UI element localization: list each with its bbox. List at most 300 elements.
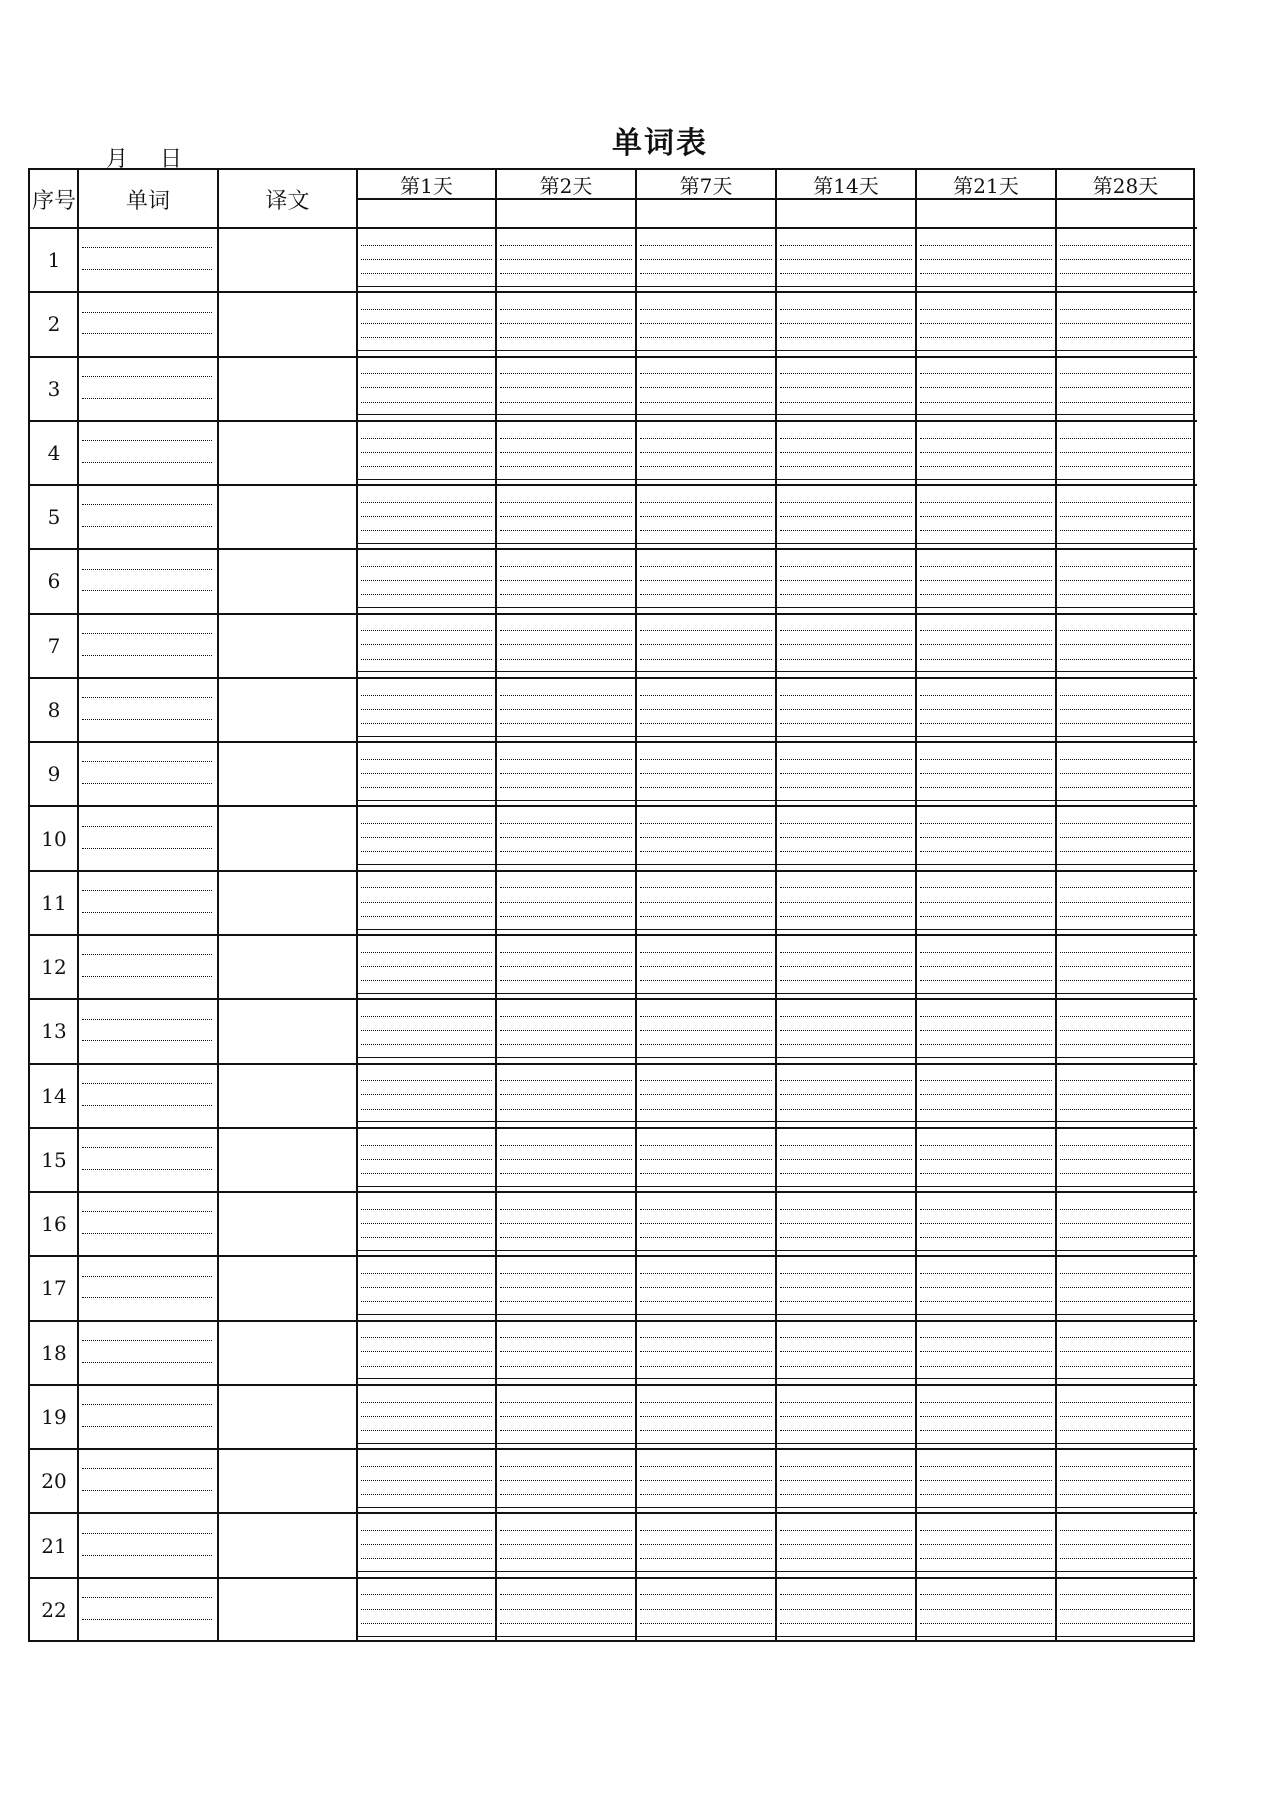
review-writing-line[interactable] — [640, 580, 772, 581]
review-writing-line[interactable] — [920, 530, 1052, 531]
review-writing-line[interactable] — [361, 502, 492, 503]
review-writing-line[interactable] — [920, 1416, 1052, 1417]
review-writing-line[interactable] — [920, 644, 1052, 645]
review-writing-line[interactable] — [780, 1480, 912, 1481]
review-writing-line[interactable] — [780, 1094, 912, 1095]
review-writing-line[interactable] — [1060, 309, 1191, 310]
review-writing-line[interactable] — [500, 659, 632, 660]
review-writing-line[interactable] — [780, 373, 912, 374]
word-writing-line[interactable] — [82, 1619, 212, 1620]
review-writing-line[interactable] — [361, 1466, 492, 1467]
review-writing-line[interactable] — [361, 1430, 492, 1431]
review-writing-line[interactable] — [361, 823, 492, 824]
review-writing-line[interactable] — [361, 259, 492, 260]
review-writing-line[interactable] — [361, 1480, 492, 1481]
review-writing-line[interactable] — [920, 1466, 1052, 1467]
review-writing-line[interactable] — [361, 952, 492, 953]
review-writing-line[interactable] — [780, 452, 912, 453]
review-writing-line[interactable] — [361, 1273, 492, 1274]
review-writing-line[interactable] — [500, 323, 632, 324]
review-writing-line[interactable] — [640, 438, 772, 439]
word-writing-line[interactable] — [82, 1105, 212, 1106]
review-writing-line[interactable] — [780, 759, 912, 760]
review-writing-line[interactable] — [500, 837, 632, 838]
review-writing-line[interactable] — [780, 402, 912, 403]
review-writing-line[interactable] — [920, 1145, 1052, 1146]
word-writing-line[interactable] — [82, 1468, 212, 1469]
review-writing-line[interactable] — [1060, 1594, 1191, 1595]
review-writing-line[interactable] — [361, 773, 492, 774]
review-writing-line[interactable] — [920, 323, 1052, 324]
review-writing-line[interactable] — [1060, 1287, 1191, 1288]
review-writing-line[interactable] — [780, 245, 912, 246]
review-writing-line[interactable] — [920, 438, 1052, 439]
review-writing-line[interactable] — [500, 1402, 632, 1403]
review-writing-line[interactable] — [500, 1109, 632, 1110]
review-writing-line[interactable] — [920, 1430, 1052, 1431]
review-writing-line[interactable] — [920, 1494, 1052, 1495]
review-writing-line[interactable] — [500, 594, 632, 595]
review-writing-line[interactable] — [500, 1494, 632, 1495]
review-writing-line[interactable] — [1060, 1609, 1191, 1610]
review-writing-line[interactable] — [361, 1016, 492, 1017]
review-writing-line[interactable] — [361, 709, 492, 710]
review-writing-line[interactable] — [920, 337, 1052, 338]
review-writing-line[interactable] — [361, 273, 492, 274]
review-writing-line[interactable] — [361, 851, 492, 852]
review-writing-line[interactable] — [1060, 566, 1191, 567]
review-writing-line[interactable] — [500, 1223, 632, 1224]
review-writing-line[interactable] — [780, 787, 912, 788]
review-writing-line[interactable] — [640, 452, 772, 453]
review-writing-line[interactable] — [361, 1080, 492, 1081]
review-writing-line[interactable] — [920, 259, 1052, 260]
review-writing-line[interactable] — [640, 1173, 772, 1174]
review-writing-line[interactable] — [640, 630, 772, 631]
review-writing-line[interactable] — [1060, 787, 1191, 788]
word-writing-line[interactable] — [82, 1490, 212, 1491]
review-writing-line[interactable] — [500, 823, 632, 824]
review-writing-line[interactable] — [920, 1044, 1052, 1045]
review-writing-line[interactable] — [361, 1402, 492, 1403]
review-writing-line[interactable] — [361, 644, 492, 645]
review-writing-line[interactable] — [1060, 466, 1191, 467]
review-writing-line[interactable] — [361, 1351, 492, 1352]
review-writing-line[interactable] — [920, 1402, 1052, 1403]
review-writing-line[interactable] — [500, 1016, 632, 1017]
review-writing-line[interactable] — [500, 644, 632, 645]
review-writing-line[interactable] — [361, 1209, 492, 1210]
review-writing-line[interactable] — [920, 566, 1052, 567]
review-writing-line[interactable] — [780, 916, 912, 917]
review-writing-line[interactable] — [1060, 530, 1191, 531]
review-writing-line[interactable] — [640, 1337, 772, 1338]
review-writing-line[interactable] — [500, 516, 632, 517]
review-writing-line[interactable] — [640, 1366, 772, 1367]
review-writing-line[interactable] — [1060, 1430, 1191, 1431]
review-writing-line[interactable] — [780, 1416, 912, 1417]
review-writing-line[interactable] — [500, 1416, 632, 1417]
review-writing-line[interactable] — [1060, 259, 1191, 260]
review-writing-line[interactable] — [780, 1237, 912, 1238]
review-writing-line[interactable] — [920, 245, 1052, 246]
review-writing-line[interactable] — [780, 1044, 912, 1045]
word-writing-line[interactable] — [82, 1019, 212, 1020]
review-writing-line[interactable] — [1060, 759, 1191, 760]
review-writing-line[interactable] — [640, 1416, 772, 1417]
review-writing-line[interactable] — [1060, 902, 1191, 903]
review-writing-line[interactable] — [920, 502, 1052, 503]
review-writing-line[interactable] — [1060, 709, 1191, 710]
review-writing-line[interactable] — [1060, 1480, 1191, 1481]
review-writing-line[interactable] — [500, 723, 632, 724]
review-writing-line[interactable] — [920, 1623, 1052, 1624]
review-writing-line[interactable] — [361, 1623, 492, 1624]
review-writing-line[interactable] — [361, 1366, 492, 1367]
review-writing-line[interactable] — [920, 1159, 1052, 1160]
review-writing-line[interactable] — [780, 1430, 912, 1431]
review-writing-line[interactable] — [1060, 1094, 1191, 1095]
review-writing-line[interactable] — [920, 823, 1052, 824]
review-writing-line[interactable] — [1060, 773, 1191, 774]
word-writing-line[interactable] — [82, 590, 212, 591]
review-writing-line[interactable] — [780, 980, 912, 981]
review-writing-line[interactable] — [361, 580, 492, 581]
review-writing-line[interactable] — [1060, 887, 1191, 888]
review-writing-line[interactable] — [780, 1544, 912, 1545]
review-writing-line[interactable] — [640, 1544, 772, 1545]
review-writing-line[interactable] — [500, 1273, 632, 1274]
review-writing-line[interactable] — [500, 309, 632, 310]
review-writing-line[interactable] — [1060, 516, 1191, 517]
review-writing-line[interactable] — [640, 594, 772, 595]
review-writing-line[interactable] — [361, 1416, 492, 1417]
review-writing-line[interactable] — [361, 1301, 492, 1302]
review-writing-line[interactable] — [780, 1173, 912, 1174]
review-writing-line[interactable] — [920, 916, 1052, 917]
review-writing-line[interactable] — [1060, 337, 1191, 338]
review-writing-line[interactable] — [640, 644, 772, 645]
review-writing-line[interactable] — [640, 273, 772, 274]
word-writing-line[interactable] — [82, 1597, 212, 1598]
review-writing-line[interactable] — [780, 1030, 912, 1031]
review-writing-line[interactable] — [500, 1430, 632, 1431]
review-writing-line[interactable] — [500, 759, 632, 760]
review-writing-line[interactable] — [1060, 1109, 1191, 1110]
review-writing-line[interactable] — [1060, 580, 1191, 581]
word-writing-line[interactable] — [82, 504, 212, 505]
review-writing-line[interactable] — [640, 723, 772, 724]
review-writing-line[interactable] — [640, 1558, 772, 1559]
review-writing-line[interactable] — [640, 1287, 772, 1288]
review-writing-line[interactable] — [640, 402, 772, 403]
word-writing-line[interactable] — [82, 719, 212, 720]
review-writing-line[interactable] — [1060, 1530, 1191, 1531]
review-writing-line[interactable] — [780, 723, 912, 724]
review-writing-line[interactable] — [1060, 1494, 1191, 1495]
review-writing-line[interactable] — [640, 659, 772, 660]
review-writing-line[interactable] — [780, 630, 912, 631]
review-writing-line[interactable] — [361, 1159, 492, 1160]
word-writing-line[interactable] — [82, 976, 212, 977]
review-writing-line[interactable] — [500, 1209, 632, 1210]
word-writing-line[interactable] — [82, 333, 212, 334]
review-writing-line[interactable] — [640, 1402, 772, 1403]
review-writing-line[interactable] — [500, 1337, 632, 1338]
review-writing-line[interactable] — [640, 966, 772, 967]
review-writing-line[interactable] — [1060, 273, 1191, 274]
review-writing-line[interactable] — [361, 966, 492, 967]
review-writing-line[interactable] — [780, 1145, 912, 1146]
word-writing-line[interactable] — [82, 1083, 212, 1084]
review-writing-line[interactable] — [780, 1209, 912, 1210]
review-writing-line[interactable] — [920, 594, 1052, 595]
review-writing-line[interactable] — [920, 1173, 1052, 1174]
word-writing-line[interactable] — [82, 761, 212, 762]
review-writing-line[interactable] — [361, 887, 492, 888]
review-writing-line[interactable] — [361, 1237, 492, 1238]
review-writing-line[interactable] — [920, 516, 1052, 517]
review-writing-line[interactable] — [640, 259, 772, 260]
review-writing-line[interactable] — [1060, 373, 1191, 374]
review-writing-line[interactable] — [920, 1209, 1052, 1210]
review-writing-line[interactable] — [920, 1351, 1052, 1352]
word-writing-line[interactable] — [82, 1169, 212, 1170]
review-writing-line[interactable] — [361, 245, 492, 246]
review-writing-line[interactable] — [500, 1080, 632, 1081]
review-writing-line[interactable] — [640, 1609, 772, 1610]
review-writing-line[interactable] — [780, 644, 912, 645]
review-writing-line[interactable] — [500, 966, 632, 967]
review-writing-line[interactable] — [361, 1030, 492, 1031]
review-writing-line[interactable] — [500, 1237, 632, 1238]
review-writing-line[interactable] — [1060, 952, 1191, 953]
review-writing-line[interactable] — [500, 373, 632, 374]
review-writing-line[interactable] — [920, 1609, 1052, 1610]
review-writing-line[interactable] — [500, 887, 632, 888]
review-writing-line[interactable] — [920, 851, 1052, 852]
review-writing-line[interactable] — [500, 566, 632, 567]
word-writing-line[interactable] — [82, 1276, 212, 1277]
review-writing-line[interactable] — [500, 1030, 632, 1031]
review-writing-line[interactable] — [780, 309, 912, 310]
review-writing-line[interactable] — [780, 1609, 912, 1610]
word-writing-line[interactable] — [82, 1297, 212, 1298]
review-writing-line[interactable] — [640, 566, 772, 567]
review-writing-line[interactable] — [500, 259, 632, 260]
review-writing-line[interactable] — [920, 373, 1052, 374]
review-writing-line[interactable] — [361, 337, 492, 338]
review-writing-line[interactable] — [920, 1223, 1052, 1224]
review-writing-line[interactable] — [1060, 980, 1191, 981]
word-writing-line[interactable] — [82, 890, 212, 891]
word-writing-line[interactable] — [82, 1233, 212, 1234]
review-writing-line[interactable] — [920, 387, 1052, 388]
review-writing-line[interactable] — [780, 337, 912, 338]
review-writing-line[interactable] — [1060, 823, 1191, 824]
review-writing-line[interactable] — [780, 387, 912, 388]
review-writing-line[interactable] — [500, 952, 632, 953]
review-writing-line[interactable] — [920, 630, 1052, 631]
review-writing-line[interactable] — [780, 695, 912, 696]
review-writing-line[interactable] — [920, 1287, 1052, 1288]
word-writing-line[interactable] — [82, 398, 212, 399]
review-writing-line[interactable] — [920, 452, 1052, 453]
review-writing-line[interactable] — [1060, 695, 1191, 696]
review-writing-line[interactable] — [361, 1223, 492, 1224]
review-writing-line[interactable] — [500, 709, 632, 710]
review-writing-line[interactable] — [1060, 452, 1191, 453]
review-writing-line[interactable] — [500, 1366, 632, 1367]
review-writing-line[interactable] — [640, 516, 772, 517]
review-writing-line[interactable] — [500, 402, 632, 403]
review-writing-line[interactable] — [920, 1237, 1052, 1238]
review-writing-line[interactable] — [780, 887, 912, 888]
review-writing-line[interactable] — [1060, 1016, 1191, 1017]
review-writing-line[interactable] — [361, 1594, 492, 1595]
review-writing-line[interactable] — [920, 1094, 1052, 1095]
review-writing-line[interactable] — [500, 580, 632, 581]
review-writing-line[interactable] — [920, 1480, 1052, 1481]
review-writing-line[interactable] — [1060, 644, 1191, 645]
review-writing-line[interactable] — [500, 337, 632, 338]
review-writing-line[interactable] — [780, 1623, 912, 1624]
review-writing-line[interactable] — [500, 245, 632, 246]
review-writing-line[interactable] — [1060, 1558, 1191, 1559]
review-writing-line[interactable] — [780, 1159, 912, 1160]
review-writing-line[interactable] — [640, 1594, 772, 1595]
review-writing-line[interactable] — [640, 1209, 772, 1210]
review-writing-line[interactable] — [361, 438, 492, 439]
review-writing-line[interactable] — [1060, 851, 1191, 852]
review-writing-line[interactable] — [780, 1287, 912, 1288]
review-writing-line[interactable] — [780, 566, 912, 567]
review-writing-line[interactable] — [361, 373, 492, 374]
review-writing-line[interactable] — [361, 323, 492, 324]
review-writing-line[interactable] — [1060, 1301, 1191, 1302]
review-writing-line[interactable] — [780, 1109, 912, 1110]
review-writing-line[interactable] — [361, 902, 492, 903]
review-writing-line[interactable] — [500, 1287, 632, 1288]
word-writing-line[interactable] — [82, 312, 212, 313]
review-writing-line[interactable] — [361, 1287, 492, 1288]
review-writing-line[interactable] — [361, 1558, 492, 1559]
review-writing-line[interactable] — [920, 837, 1052, 838]
review-writing-line[interactable] — [640, 902, 772, 903]
review-writing-line[interactable] — [500, 530, 632, 531]
review-writing-line[interactable] — [780, 1558, 912, 1559]
review-writing-line[interactable] — [640, 1351, 772, 1352]
review-writing-line[interactable] — [920, 1080, 1052, 1081]
review-writing-line[interactable] — [361, 516, 492, 517]
review-writing-line[interactable] — [920, 1366, 1052, 1367]
review-writing-line[interactable] — [500, 452, 632, 453]
review-writing-line[interactable] — [780, 952, 912, 953]
review-writing-line[interactable] — [1060, 1030, 1191, 1031]
review-writing-line[interactable] — [500, 1301, 632, 1302]
review-writing-line[interactable] — [640, 1109, 772, 1110]
review-writing-line[interactable] — [920, 787, 1052, 788]
review-writing-line[interactable] — [1060, 723, 1191, 724]
review-writing-line[interactable] — [361, 1145, 492, 1146]
review-writing-line[interactable] — [500, 1351, 632, 1352]
review-writing-line[interactable] — [640, 709, 772, 710]
review-writing-line[interactable] — [1060, 1173, 1191, 1174]
review-writing-line[interactable] — [640, 245, 772, 246]
word-writing-line[interactable] — [82, 954, 212, 955]
review-writing-line[interactable] — [1060, 323, 1191, 324]
review-writing-line[interactable] — [1060, 1209, 1191, 1210]
review-writing-line[interactable] — [361, 759, 492, 760]
review-writing-line[interactable] — [920, 402, 1052, 403]
review-writing-line[interactable] — [500, 695, 632, 696]
review-writing-line[interactable] — [500, 916, 632, 917]
review-writing-line[interactable] — [780, 502, 912, 503]
review-writing-line[interactable] — [1060, 438, 1191, 439]
review-writing-line[interactable] — [500, 502, 632, 503]
review-writing-line[interactable] — [1060, 659, 1191, 660]
review-writing-line[interactable] — [780, 273, 912, 274]
review-writing-line[interactable] — [361, 387, 492, 388]
review-writing-line[interactable] — [500, 630, 632, 631]
review-writing-line[interactable] — [361, 309, 492, 310]
word-writing-line[interactable] — [82, 633, 212, 634]
review-writing-line[interactable] — [500, 1594, 632, 1595]
review-writing-line[interactable] — [500, 1544, 632, 1545]
word-writing-line[interactable] — [82, 826, 212, 827]
review-writing-line[interactable] — [1060, 1080, 1191, 1081]
review-writing-line[interactable] — [780, 530, 912, 531]
word-writing-line[interactable] — [82, 1555, 212, 1556]
review-writing-line[interactable] — [361, 1494, 492, 1495]
review-writing-line[interactable] — [640, 759, 772, 760]
review-writing-line[interactable] — [640, 1466, 772, 1467]
review-writing-line[interactable] — [361, 566, 492, 567]
review-writing-line[interactable] — [920, 773, 1052, 774]
review-writing-line[interactable] — [1060, 1145, 1191, 1146]
review-writing-line[interactable] — [500, 1159, 632, 1160]
word-writing-line[interactable] — [82, 1211, 212, 1212]
review-writing-line[interactable] — [780, 580, 912, 581]
review-writing-line[interactable] — [780, 1366, 912, 1367]
review-writing-line[interactable] — [1060, 1223, 1191, 1224]
review-writing-line[interactable] — [361, 723, 492, 724]
review-writing-line[interactable] — [640, 1044, 772, 1045]
review-writing-line[interactable] — [920, 902, 1052, 903]
review-writing-line[interactable] — [780, 323, 912, 324]
review-writing-line[interactable] — [1060, 1237, 1191, 1238]
review-writing-line[interactable] — [640, 887, 772, 888]
review-writing-line[interactable] — [361, 837, 492, 838]
review-writing-line[interactable] — [1060, 837, 1191, 838]
review-writing-line[interactable] — [361, 630, 492, 631]
review-writing-line[interactable] — [640, 1494, 772, 1495]
review-writing-line[interactable] — [780, 1301, 912, 1302]
review-writing-line[interactable] — [640, 1237, 772, 1238]
review-writing-line[interactable] — [920, 887, 1052, 888]
review-writing-line[interactable] — [920, 952, 1052, 953]
review-writing-line[interactable] — [361, 1609, 492, 1610]
review-writing-line[interactable] — [920, 466, 1052, 467]
review-writing-line[interactable] — [640, 695, 772, 696]
review-writing-line[interactable] — [920, 659, 1052, 660]
review-writing-line[interactable] — [780, 1530, 912, 1531]
review-writing-line[interactable] — [500, 787, 632, 788]
review-writing-line[interactable] — [920, 580, 1052, 581]
review-writing-line[interactable] — [780, 1494, 912, 1495]
review-writing-line[interactable] — [500, 1623, 632, 1624]
review-writing-line[interactable] — [361, 1337, 492, 1338]
